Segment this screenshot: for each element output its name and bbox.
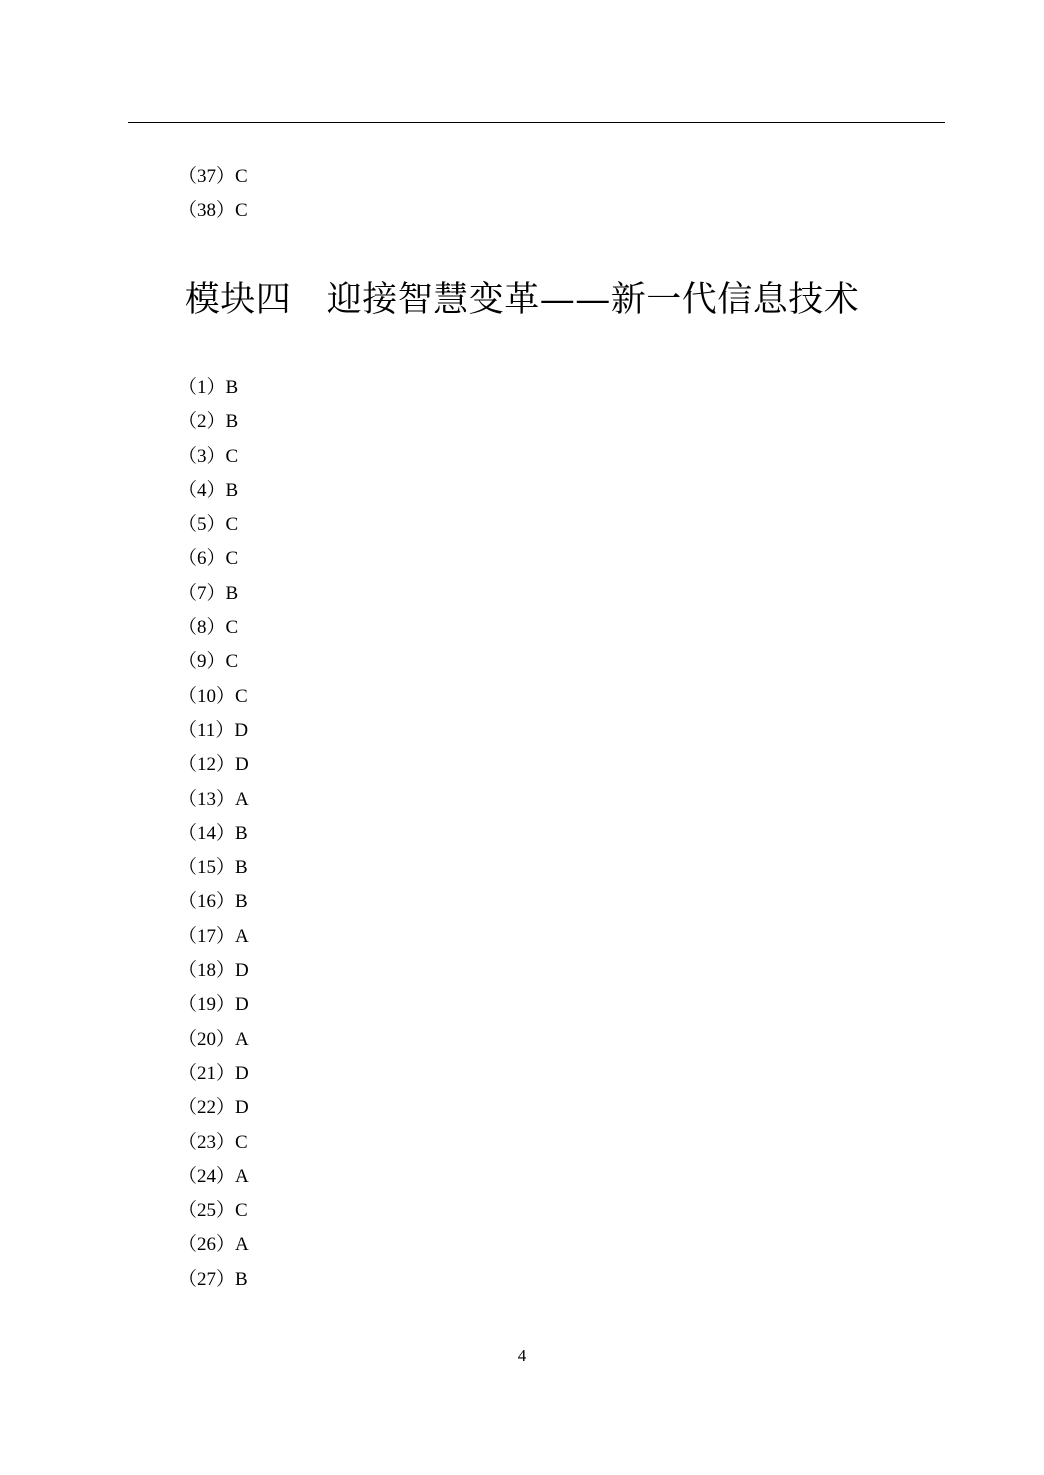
- paren-close: ）: [206, 377, 226, 398]
- answer-letter: C: [235, 685, 248, 707]
- paren-close: ）: [216, 994, 236, 1016]
- answer-letter: C: [225, 548, 239, 570]
- answer-item: [178, 160, 248, 194]
- paren-open: （: [178, 548, 198, 570]
- paren-open: （: [178, 754, 198, 776]
- question-number: 11: [197, 719, 216, 741]
- paren-open: （: [178, 994, 198, 1016]
- answer-letter: C: [225, 514, 239, 536]
- question-number: 12: [197, 754, 217, 776]
- answer-letter: D: [235, 1097, 249, 1119]
- question-number: 4: [197, 479, 207, 501]
- answer-item: [178, 371, 249, 405]
- section-title: 模块四 迎接智慧变革——新一代信息技术: [184, 280, 860, 320]
- paren-open: （: [178, 1097, 198, 1119]
- paren-open: （: [178, 719, 198, 741]
- answer-letter: B: [225, 411, 239, 433]
- paren-open: （: [178, 479, 198, 501]
- paren-open: （: [178, 445, 198, 467]
- answer-item: [178, 611, 249, 645]
- page-number: 4: [517, 1346, 527, 1365]
- question-number: 20: [197, 1028, 217, 1050]
- question-number: 10: [197, 685, 217, 707]
- paren-open: （: [178, 788, 198, 810]
- answer-letter: B: [235, 1268, 248, 1290]
- paren-close: ）: [216, 685, 236, 707]
- question-number: 38: [197, 200, 217, 222]
- paren-close: ）: [206, 479, 226, 501]
- answer-item: [178, 440, 249, 474]
- paren-close: ）: [216, 200, 236, 222]
- paren-open: （: [178, 1131, 198, 1153]
- answer-item: [178, 783, 249, 817]
- paren-close: ）: [216, 788, 236, 810]
- question-number: 25: [197, 1200, 217, 1222]
- answer-item: [178, 577, 249, 611]
- question-number: 17: [197, 925, 217, 947]
- answer-letter: D: [235, 754, 249, 776]
- paren-open: （: [178, 1028, 198, 1050]
- answer-letter: B: [225, 377, 239, 398]
- paren-open: （: [178, 822, 198, 844]
- answer-item: [178, 1126, 249, 1160]
- answer-letter: B: [235, 822, 248, 844]
- answer-item: [178, 542, 249, 576]
- question-number: 15: [197, 857, 217, 879]
- question-number: 7: [197, 582, 207, 604]
- answer-letter: B: [235, 891, 248, 913]
- answer-letter: A: [235, 1028, 249, 1050]
- question-number: 16: [197, 891, 217, 913]
- paren-open: （: [178, 1234, 198, 1256]
- answer-item: [178, 1263, 249, 1297]
- answer-item: [178, 817, 249, 851]
- answer-item: [178, 714, 249, 748]
- paren-open: （: [178, 1200, 198, 1222]
- answer-list-continued: [178, 160, 248, 229]
- question-number: 26: [197, 1234, 217, 1256]
- paren-close: ）: [216, 1234, 236, 1256]
- answer-letter: C: [225, 617, 239, 639]
- answer-letter: B: [225, 582, 239, 604]
- answer-letter: C: [225, 445, 239, 467]
- answer-letter: D: [234, 719, 249, 741]
- answer-list: [178, 371, 249, 1297]
- paren-open: （: [178, 925, 198, 947]
- paren-close: ）: [216, 960, 236, 982]
- question-number: 3: [197, 445, 207, 467]
- question-number: 21: [197, 1062, 217, 1084]
- answer-letter: C: [235, 200, 248, 222]
- answer-letter: C: [235, 166, 248, 187]
- answer-letter: B: [225, 479, 239, 501]
- paren-close: ）: [216, 857, 236, 879]
- paren-close: ）: [206, 411, 226, 433]
- question-number: 23: [197, 1131, 217, 1153]
- paren-close: ）: [206, 651, 226, 673]
- answer-item: [178, 1194, 249, 1228]
- paren-close: ）: [216, 166, 236, 187]
- answer-item: [178, 405, 249, 439]
- paren-close: ）: [216, 1131, 236, 1153]
- paren-close: ）: [216, 1028, 236, 1050]
- paren-open: （: [178, 514, 198, 536]
- paren-open: （: [178, 685, 198, 707]
- paren-close: ）: [216, 754, 236, 776]
- paren-close: ）: [206, 548, 226, 570]
- paren-close: ）: [216, 1165, 236, 1187]
- paren-open: （: [178, 200, 198, 222]
- answer-item: [178, 920, 249, 954]
- paren-open: （: [178, 651, 198, 673]
- paren-close: ）: [206, 514, 226, 536]
- answer-item: [178, 1228, 249, 1262]
- question-number: 1: [197, 377, 207, 398]
- paren-open: （: [178, 857, 198, 879]
- paren-close: ）: [206, 582, 226, 604]
- header-rule: [128, 122, 945, 123]
- paren-close: ）: [206, 445, 226, 467]
- paren-open: （: [178, 617, 198, 639]
- paren-open: （: [178, 582, 198, 604]
- paren-close: ）: [216, 1268, 236, 1290]
- question-number: 6: [197, 548, 207, 570]
- answer-letter: A: [235, 1234, 249, 1256]
- question-number: 14: [197, 822, 217, 844]
- answer-item: [178, 1023, 249, 1057]
- paren-open: （: [178, 891, 198, 913]
- paren-close: ）: [216, 925, 236, 947]
- paren-open: （: [178, 1165, 198, 1187]
- question-number: 37: [197, 166, 217, 187]
- paren-open: （: [178, 377, 198, 398]
- answer-item: [178, 645, 249, 679]
- answer-letter: A: [235, 925, 249, 947]
- answer-item: [178, 194, 248, 228]
- paren-close: ）: [216, 822, 236, 844]
- answer-item: [178, 508, 249, 542]
- answer-letter: C: [225, 651, 239, 673]
- question-number: 27: [197, 1268, 217, 1290]
- question-number: 9: [197, 651, 207, 673]
- answer-item: [178, 748, 249, 782]
- answer-item: [178, 680, 249, 714]
- answer-item: [178, 988, 249, 1022]
- question-number: 24: [197, 1165, 217, 1187]
- paren-open: （: [178, 1062, 198, 1084]
- paren-close: ）: [216, 1200, 236, 1222]
- paren-open: （: [178, 411, 198, 433]
- question-number: 8: [197, 617, 207, 639]
- paren-close: ）: [215, 719, 235, 741]
- answer-letter: C: [235, 1131, 248, 1153]
- answer-letter: B: [235, 857, 248, 879]
- question-number: 2: [197, 411, 207, 433]
- paren-close: ）: [216, 1062, 236, 1084]
- answer-letter: D: [235, 1062, 249, 1084]
- answer-item: [178, 851, 249, 885]
- answer-letter: A: [235, 788, 249, 810]
- paren-open: （: [178, 166, 198, 187]
- answer-item: [178, 954, 249, 988]
- answer-letter: D: [235, 960, 249, 982]
- answer-item: [178, 885, 249, 919]
- answer-letter: A: [235, 1165, 249, 1187]
- answer-item: [178, 474, 249, 508]
- paren-open: （: [178, 1268, 198, 1290]
- paren-close: ）: [216, 891, 236, 913]
- question-number: 22: [197, 1097, 217, 1119]
- question-number: 13: [197, 788, 217, 810]
- answer-item: [178, 1057, 249, 1091]
- question-number: 19: [197, 994, 217, 1016]
- paren-close: ）: [216, 1097, 236, 1119]
- answer-letter: D: [235, 994, 249, 1016]
- question-number: 5: [197, 514, 207, 536]
- answer-item: [178, 1160, 249, 1194]
- question-number: 18: [197, 960, 217, 982]
- paren-close: ）: [206, 617, 226, 639]
- answer-letter: C: [235, 1200, 248, 1222]
- paren-open: （: [178, 960, 198, 982]
- answer-item: [178, 1091, 249, 1125]
